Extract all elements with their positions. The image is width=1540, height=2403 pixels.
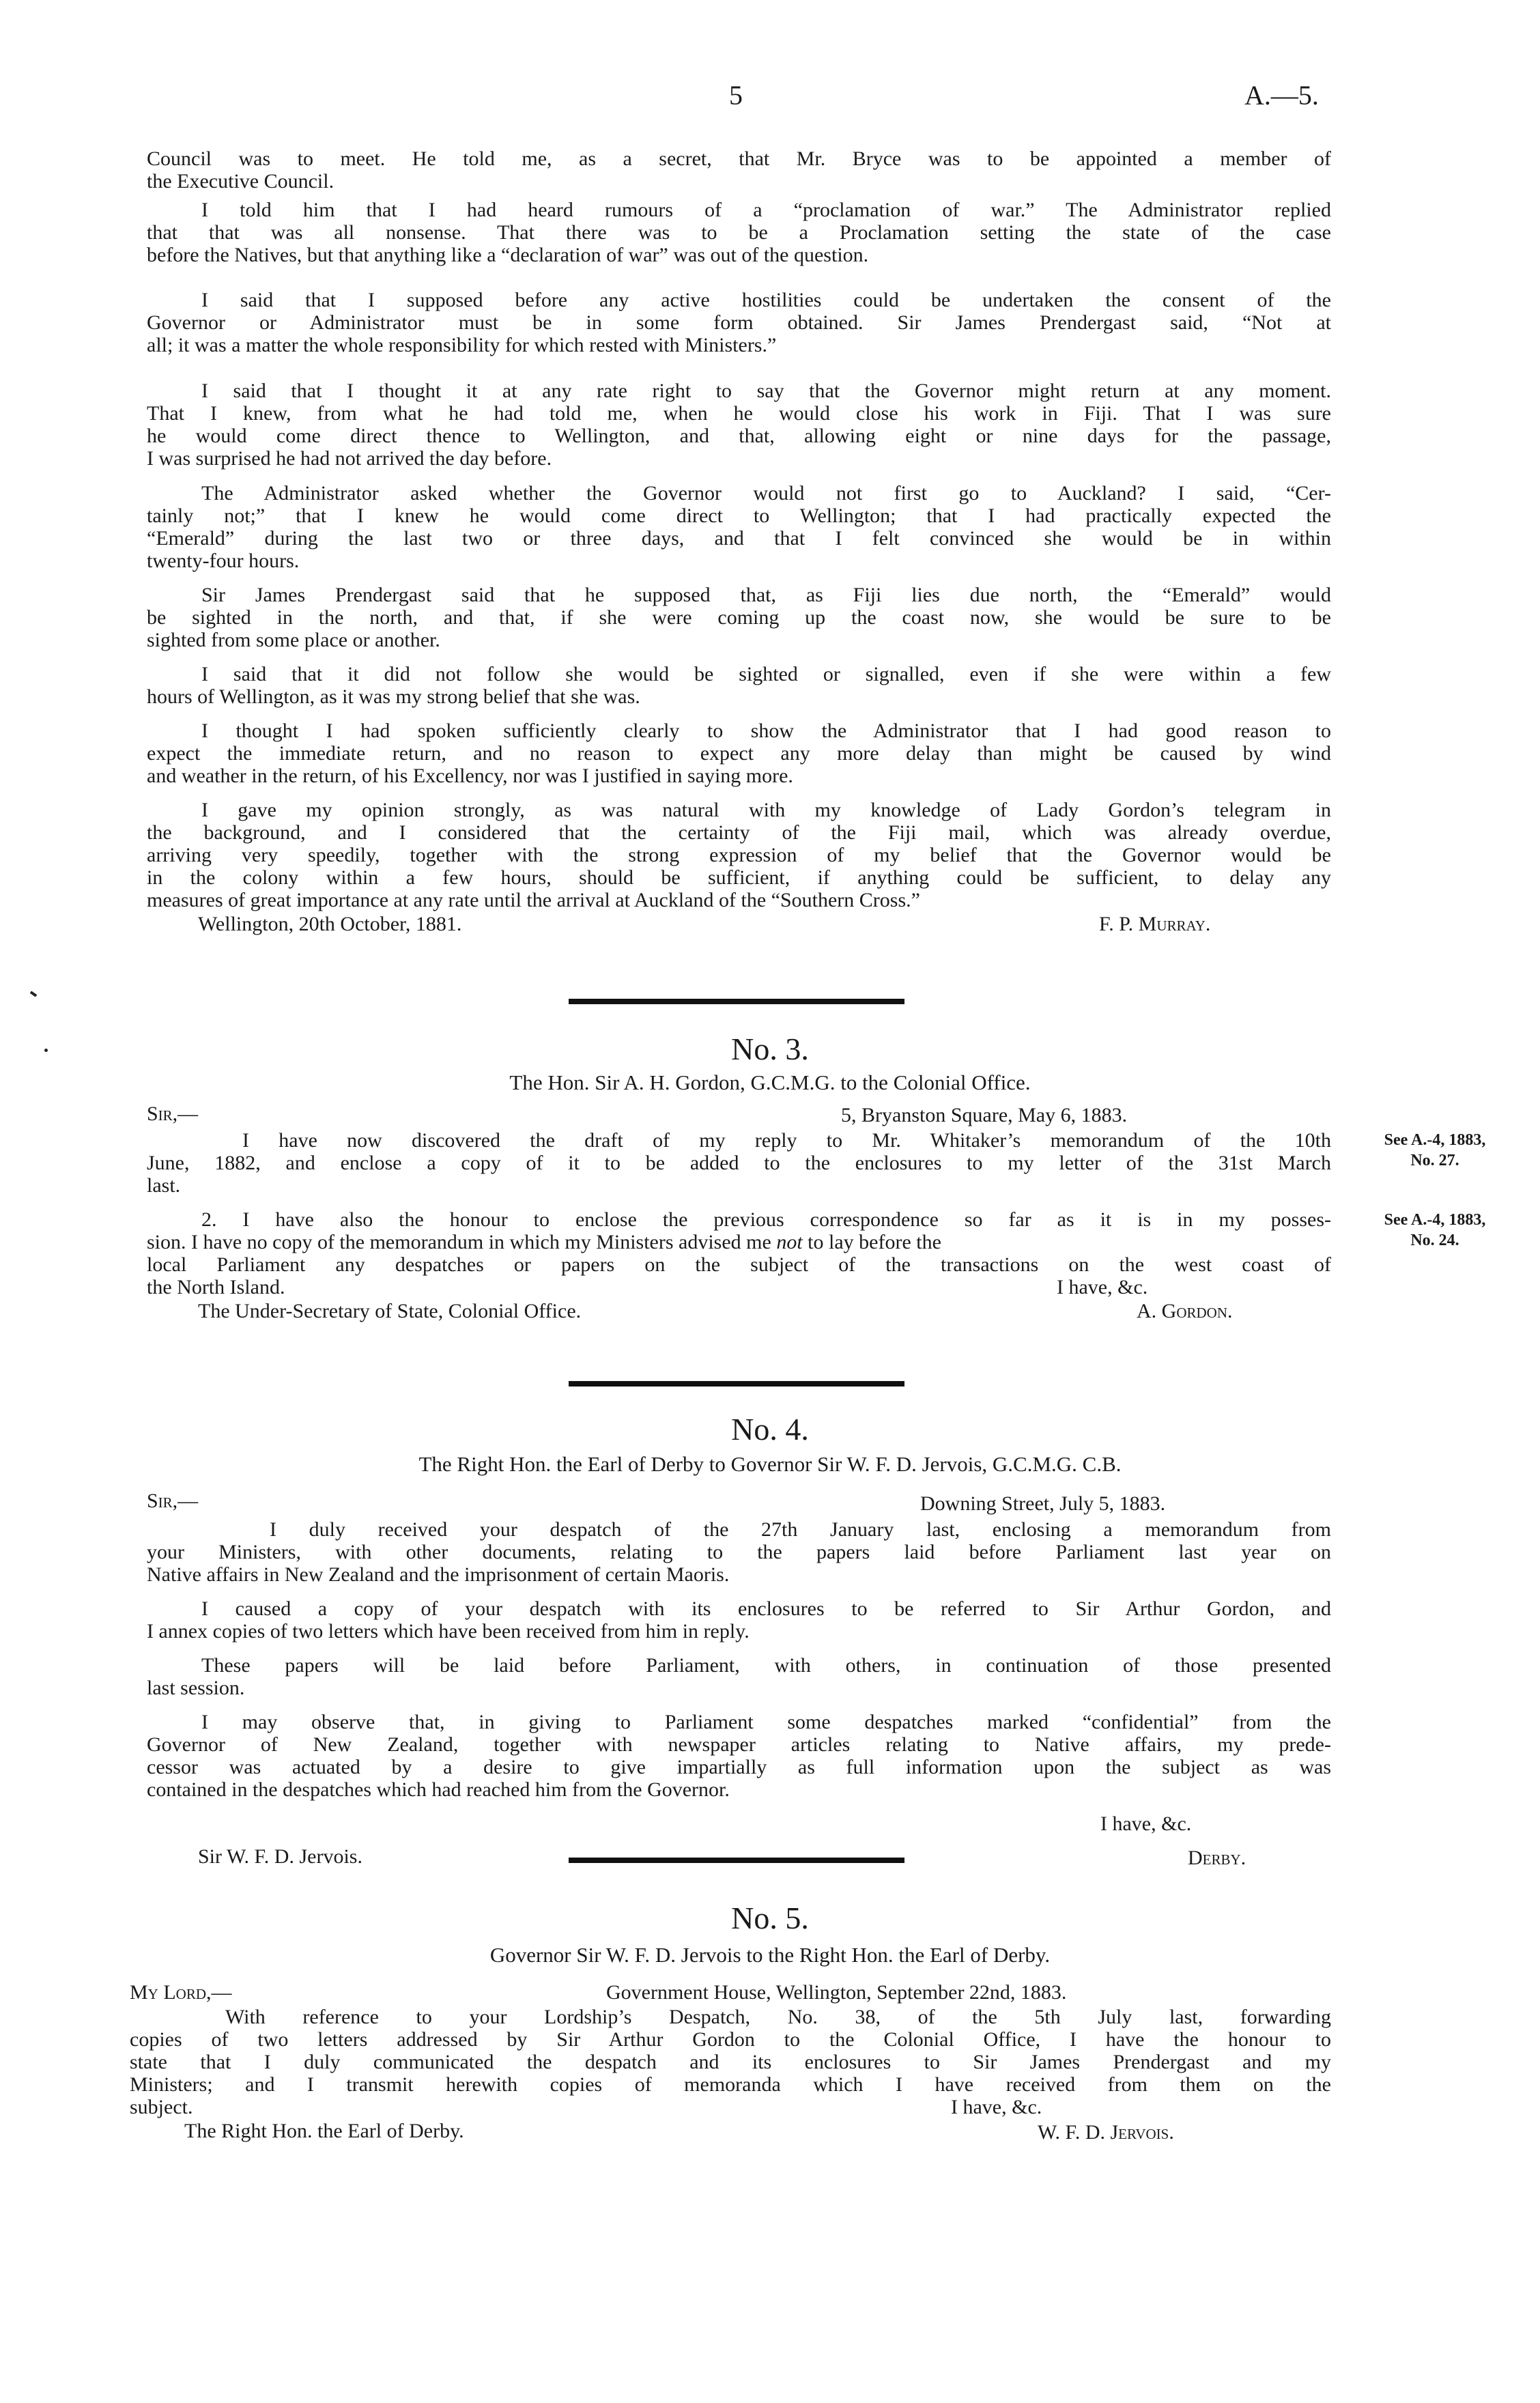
margin-mark — [30, 991, 37, 997]
text-line: the background, and I considered that the certainty of the Fiji mail, which was already overdue, — [147, 821, 1331, 844]
text-line: last. — [147, 1174, 181, 1197]
address-line: Government House, Wellington, September 22nd, 1883. — [606, 1981, 1067, 2004]
text-line: twenty-four hours. — [147, 550, 300, 572]
text-line: The Administrator asked whether the Governor would not first go to Auckland? I said, “Cer- — [201, 482, 1331, 504]
section-divider — [569, 1381, 904, 1387]
margin-note — [1353, 1130, 1517, 1171]
closing: I have, &c. — [1057, 1276, 1148, 1298]
text-line: 2. I have also the honour to enclose the previous correspondence so far as it is in my posses- — [201, 1208, 1331, 1231]
text-line: arriving very speedily, together with the strong expression of my belief that the Governor would be — [147, 844, 1331, 866]
recipient: The Right Hon. the Earl of Derby. — [184, 2120, 464, 2142]
text-line: I said that it did not follow she would be sighted or signalled, even if she were within a few — [201, 663, 1331, 685]
text-line: Native affairs in New Zealand and the imprisonment of certain Maoris. — [147, 1563, 730, 1586]
letter-title: No. 3. — [731, 1032, 809, 1066]
margin-note-line: No. 24. — [1410, 1232, 1459, 1249]
text-line: Ministers; and I transmit herewith copies of memoranda which I have received from them on the — [130, 2073, 1331, 2096]
text-line: copies of two letters addressed by Sir Arthur Gordon to the Colonial Office, I have the honour to — [130, 2028, 1331, 2051]
text-line: cessor was actuated by a desire to give impartially as full information upon the subject as was — [147, 1756, 1331, 1778]
text-line: sighted from some place or another. — [147, 629, 440, 651]
salutation: Sir,— — [147, 1103, 199, 1125]
address-line: Downing Street, July 5, 1883. — [920, 1492, 1166, 1515]
text-line: expect the immediate return, and no reason to expect any more delay than might be caused by wind — [147, 742, 1331, 765]
text-line: all; it was a matter the whole responsibility for which rested with Ministers.” — [147, 334, 777, 356]
margin-note-line: No. 27. — [1410, 1152, 1459, 1169]
letter-title: No. 4. — [731, 1412, 809, 1447]
text-line: last session. — [147, 1677, 245, 1699]
signature: F. P. Murray. — [1099, 913, 1211, 935]
text-line: These papers will be laid before Parliament, with others, in continuation of those presented — [201, 1654, 1331, 1677]
text-line: that that was all nonsense. That there was to be a Proclamation setting the state of the case — [147, 221, 1331, 244]
signature: A. Gordon. — [1137, 1300, 1233, 1322]
margin-note-line: See A.-4, 1883, — [1384, 1211, 1486, 1229]
text-line: I thought I had spoken sufficiently clearly to show the Administrator that I had good reason to — [201, 720, 1331, 742]
text-line — [147, 1231, 1331, 1253]
text-line: I was surprised he had not arrived the day before. — [147, 447, 552, 470]
text-line: state that I duly communicated the despatch and its enclosures to Sir James Prendergast and my — [130, 2051, 1331, 2073]
text-line: I caused a copy of your despatch with its enclosures to be referred to Sir Arthur Gordon, and — [201, 1597, 1331, 1620]
letter-subtitle: Governor Sir W. F. D. Jervois to the Right Hon. the Earl of Derby. — [489, 1943, 1051, 1967]
letter-subtitle: The Right Hon. the Earl of Derby to Governor Sir W. F. D. Jervois, G.C.M.G. C.B. — [418, 1452, 1122, 1476]
text-line: I said that I supposed before any active hostilities could be undertaken the consent of the — [201, 289, 1331, 311]
text-fragment: sion. I have no copy of the memorandum in which my Ministers advised me — [147, 1231, 771, 1253]
margin-note-line: See A.-4, 1883, — [1384, 1131, 1486, 1149]
page-number: 5 — [729, 80, 743, 111]
text-line: I duly received your despatch of the 27th January last, enclosing a memorandum from — [270, 1518, 1331, 1541]
text-line: Sir James Prendergast said that he supposed that, as Fiji lies due north, the “Emerald” would — [201, 584, 1331, 606]
closing: I have, &c. — [1100, 1812, 1192, 1835]
text-line: June, 1882, and enclose a copy of it to be added to the enclosures to my letter of the 31st March — [147, 1152, 1331, 1174]
text-line: in the colony within a few hours, should be sufficient, if anything could be sufficient, to delay any — [147, 866, 1331, 889]
letter-subtitle: The Hon. Sir A. H. Gordon, G.C.M.G. to the Colonial Office. — [509, 1070, 1031, 1094]
text-line: before the Natives, but that anything like a “declaration of war” was out of the question. — [147, 244, 869, 266]
text-fragment: to lay before the — [808, 1231, 941, 1253]
text-line: your Ministers, with other documents, relating to the papers laid before Parliament last year on — [147, 1541, 1331, 1563]
text-line: hours of Wellington, as it was my strong belief that she was. — [147, 685, 640, 708]
text-line: I said that I thought it at any rate right to say that the Governor might return at any moment. — [201, 380, 1331, 402]
recipient: Sir W. F. D. Jervois. — [198, 1845, 362, 1868]
letter-title: No. 5. — [731, 1901, 809, 1935]
text-line: Council was to meet. He told me, as a secret, that Mr. Bryce was to be appointed a member of — [147, 147, 1331, 170]
date-line: Wellington, 20th October, 1881. — [198, 913, 462, 935]
emphasis-text: not — [776, 1231, 803, 1253]
signature: Derby. — [1188, 1847, 1246, 1869]
closing: I have, &c. — [951, 2096, 1042, 2118]
recipient: The Under-Secretary of State, Colonial Office. — [198, 1300, 582, 1322]
text-line: the Executive Council. — [147, 170, 334, 193]
text-line: I annex copies of two letters which have been received from him in reply. — [147, 1620, 750, 1643]
text-line: “Emerald” during the last two or three days, and that I felt convinced she would be in within — [147, 527, 1331, 550]
section-divider — [569, 999, 904, 1004]
text-line: Governor or Administrator must be in some form obtained. Sir James Prendergast said, “Not at — [147, 311, 1331, 334]
salutation: Sir,— — [147, 1490, 199, 1512]
text-line: he would come direct thence to Wellington, and that, allowing eight or nine days for the passage, — [147, 425, 1331, 447]
text-line: tainly not;” that I knew he would come direct to Wellington; that I had practically expected the — [147, 504, 1331, 527]
section-divider — [569, 1858, 904, 1863]
text-line: I told him that I had heard rumours of a “proclamation of war.” The Administrator replied — [201, 199, 1331, 221]
margin-note — [1353, 1210, 1517, 1251]
signature: W. F. D. Jervois. — [1038, 2121, 1174, 2144]
text-line: Governor of New Zealand, together with newspaper articles relating to Native affairs, my prede- — [147, 1733, 1331, 1756]
text-line: I gave my opinion strongly, as was natural with my knowledge of Lady Gordon’s telegram in — [201, 799, 1331, 821]
salutation: My Lord,— — [130, 1981, 232, 2004]
text-line: and weather in the return, of his Excellency, nor was I justified in saying more. — [147, 765, 793, 787]
text-line: I may observe that, in giving to Parliament some despatches marked “confidential” from the — [201, 1711, 1331, 1733]
text-line: That I knew, from what he had told me, when he would close his work in Fiji. That I was sure — [147, 402, 1331, 425]
text-line: measures of great importance at any rate until the arrival at Auckland of the “Southern Cross.” — [147, 889, 920, 911]
text-line: the North Island. — [147, 1276, 285, 1298]
text-line: subject. — [130, 2096, 193, 2118]
text-line: local Parliament any despatches or papers on the subject of the transactions on the west coast of — [147, 1253, 1331, 1276]
document-reference: A.—5. — [1244, 80, 1319, 111]
text-line: contained in the despatches which had reached him from the Governor. — [147, 1778, 730, 1801]
text-line: I have now discovered the draft of my reply to Mr. Whitaker’s memorandum of the 10th — [242, 1129, 1331, 1152]
address-line: 5, Bryanston Square, May 6, 1883. — [841, 1104, 1128, 1126]
text-line: be sighted in the north, and that, if she were coming up the coast now, she would be sure to be — [147, 606, 1331, 629]
text-line: With reference to your Lordship’s Despatch, No. 38, of the 5th July last, forwarding — [225, 2006, 1331, 2028]
